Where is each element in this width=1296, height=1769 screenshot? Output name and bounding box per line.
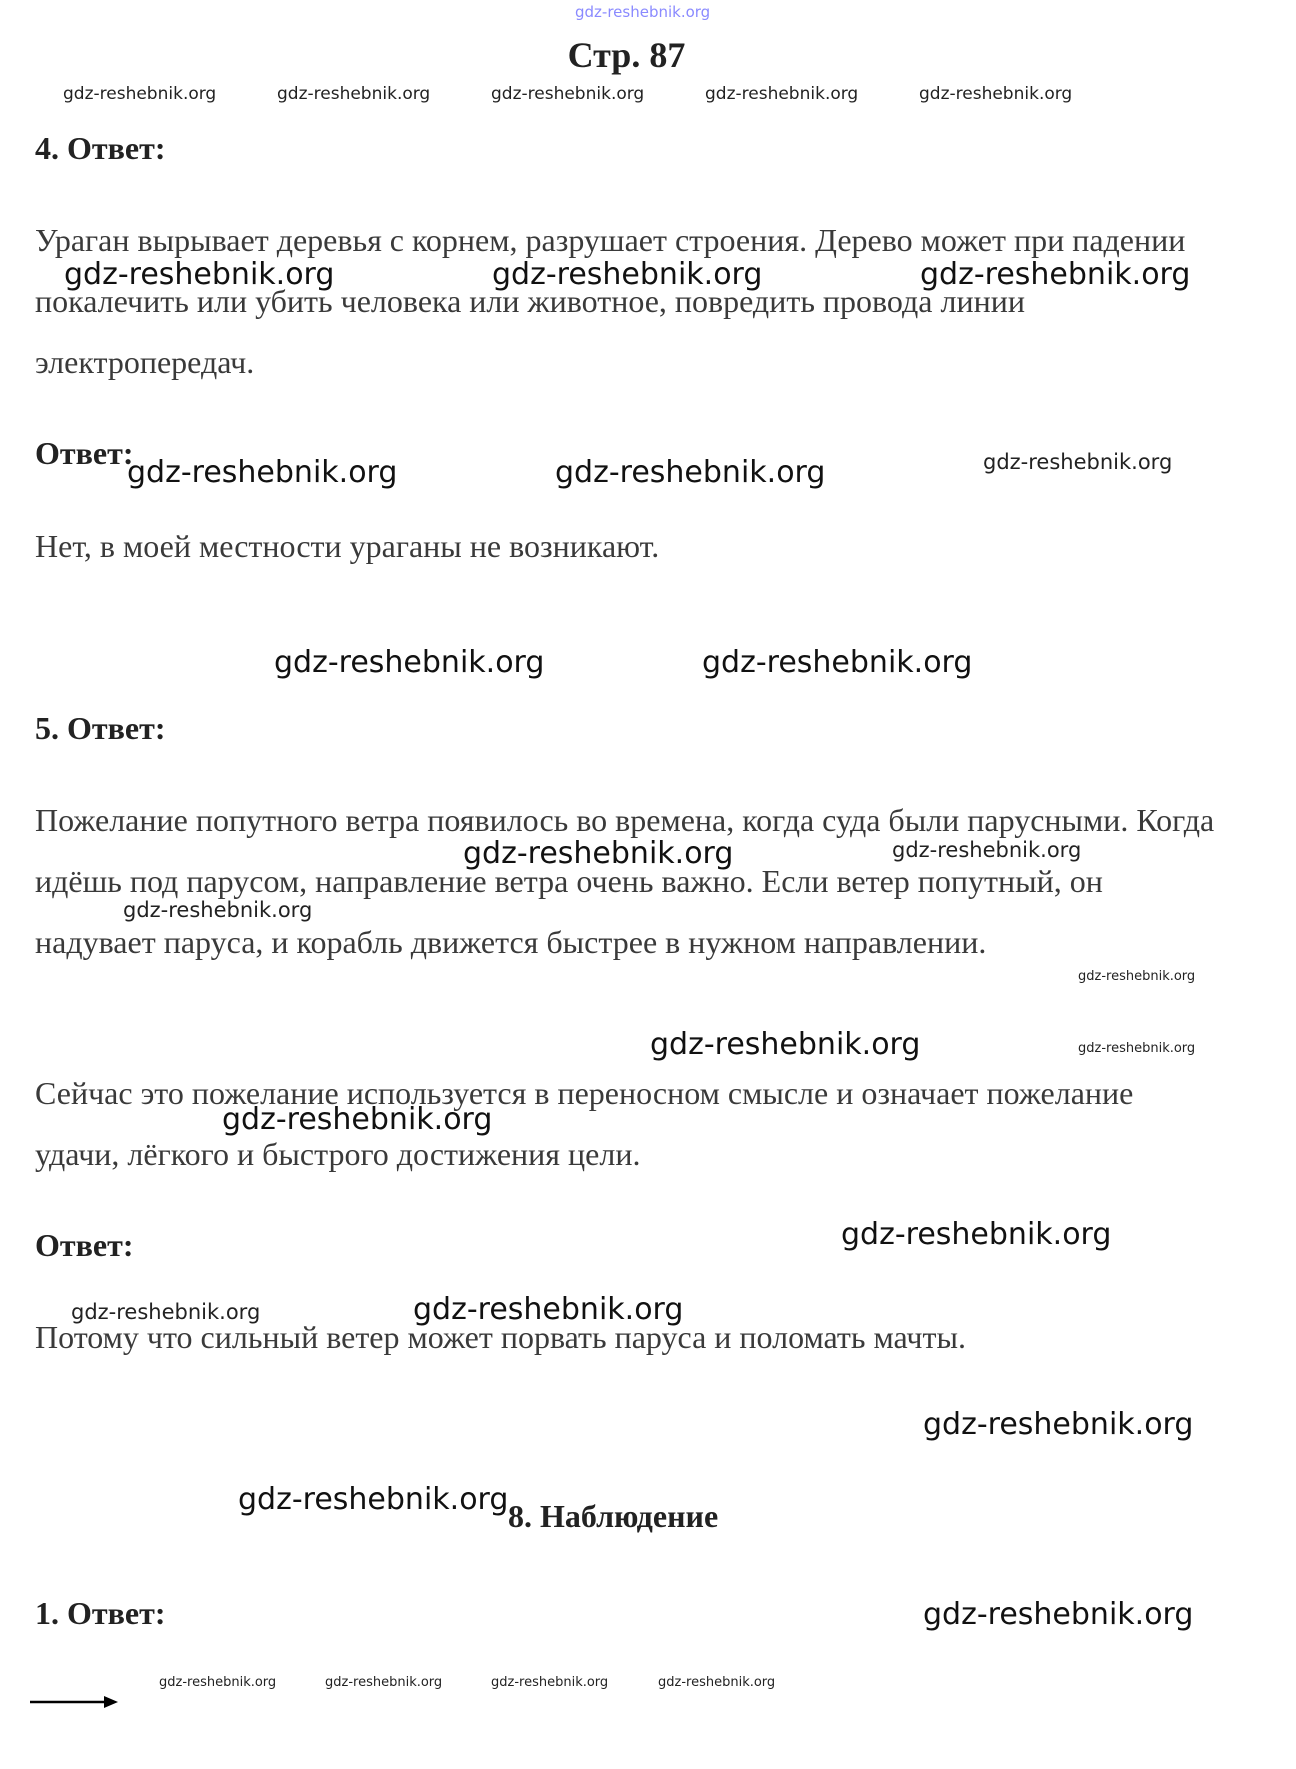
watermark: gdz-reshebnik.org (983, 450, 1173, 474)
task5-answer2-text: Потому что сильный ветер может порвать паруса и поломать мачты. (35, 1319, 966, 1355)
watermark: gdz-reshebnik.org (658, 1675, 776, 1690)
watermark: gdz-reshebnik.org (123, 898, 313, 922)
task4-heading2: Ответ: (35, 435, 134, 471)
next-arrow-icon (30, 1694, 120, 1710)
watermark: gdz-reshebnik.org (71, 1300, 261, 1324)
task4-heading: 4. Ответ: (35, 130, 166, 166)
watermark: gdz-reshebnik.org (325, 1675, 443, 1690)
task4-answer (35, 210, 1215, 393)
watermark: gdz-reshebnik.org (892, 838, 1082, 862)
task4-answer2 (35, 516, 1215, 577)
watermark: gdz-reshebnik.org (841, 1217, 1112, 1252)
watermark: gdz-reshebnik.org (63, 84, 217, 104)
task4-answer-text: Ураган вырывает деревья с корнем, разрушает строения. Дерево может при падении покалечить или убить человека или животное, повредить провода линии электропередач. (35, 222, 1186, 380)
watermark: gdz-reshebnik.org (274, 645, 545, 680)
watermark: gdz-reshebnik.org (919, 84, 1073, 104)
watermark: gdz-reshebnik.org (555, 455, 826, 490)
task5-answer-p1 (35, 790, 1215, 973)
watermark: gdz-reshebnik.org (238, 1482, 509, 1517)
watermark: gdz-reshebnik.org (1078, 1041, 1196, 1056)
watermark: gdz-reshebnik.org (1078, 969, 1196, 984)
watermark: gdz-reshebnik.org (491, 1675, 609, 1690)
watermark: gdz-reshebnik.org (463, 836, 734, 871)
task5-heading: 5. Ответ: (35, 710, 166, 746)
task5-answer-p2-text: Сейчас это пожелание используется в переносном смысле и означает пожелание удачи, лёгкого и быстрого достижения цели. (35, 1075, 1134, 1172)
section-title: 8. Наблюдение (508, 1498, 719, 1534)
watermark: gdz-reshebnik.org (159, 1675, 277, 1690)
watermark: gdz-reshebnik.org (413, 1292, 684, 1327)
watermark: gdz-reshebnik.org (127, 455, 398, 490)
watermark: gdz-reshebnik.org (277, 84, 431, 104)
watermark: gdz-reshebnik.org (492, 257, 763, 292)
watermark: gdz-reshebnik.org (491, 84, 645, 104)
top-watermark: gdz-reshebnik.org (575, 3, 711, 21)
task5-answer-p1-text: Пожелание попутного ветра появилось во времена, когда суда были парусными. Когда идёшь под парусом, направление ветра очень важно. Если ветер попутный, он надувает паруса, и корабль движется быстрее в нужном направлении. (35, 802, 1215, 960)
page-title: Стр. 87 (567, 35, 686, 75)
watermark: gdz-reshebnik.org (64, 257, 335, 292)
task1-heading: 1. Ответ: (35, 1595, 166, 1631)
watermark: gdz-reshebnik.org (705, 84, 859, 104)
task4-answer2-text: Нет, в моей местности ураганы не возникают. (35, 528, 660, 564)
watermark: gdz-reshebnik.org (702, 645, 973, 680)
watermark: gdz-reshebnik.org (222, 1102, 493, 1137)
watermark: gdz-reshebnik.org (923, 1407, 1194, 1442)
watermark: gdz-reshebnik.org (920, 257, 1191, 292)
task5-answer-p2 (35, 1063, 1215, 1185)
watermark: gdz-reshebnik.org (923, 1597, 1194, 1632)
task5-heading2: Ответ: (35, 1227, 134, 1263)
watermark: gdz-reshebnik.org (650, 1027, 921, 1062)
